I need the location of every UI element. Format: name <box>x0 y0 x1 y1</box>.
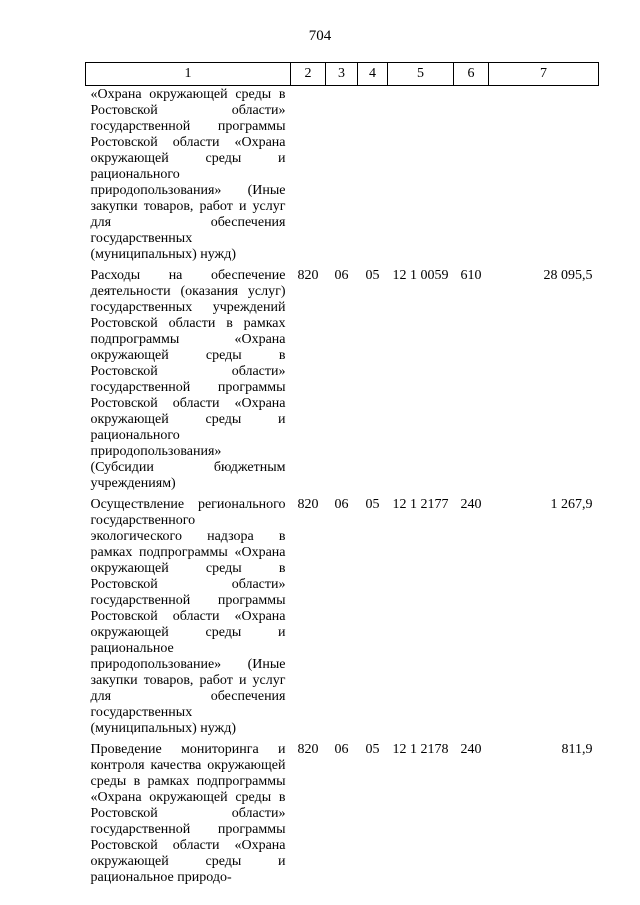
table-row <box>86 497 599 742</box>
ministry-code: 820 <box>297 742 319 757</box>
column-header: 3 <box>326 63 358 86</box>
amount: 811,9 <box>561 742 593 757</box>
section-code: 06 <box>334 742 349 757</box>
table-row <box>86 268 599 497</box>
subsection-code <box>358 86 388 269</box>
expense-type-code: 240 <box>460 497 482 512</box>
section-code: 06 <box>334 268 349 283</box>
row-description: Проведение мониторинга и контроля качества окружающей среды в рамках подпрограммы «Охрана окружающей среды в Ростовской области» государственной программы Ростовской области «Охрана окружающей среды и рациональное природо- <box>90 742 286 885</box>
budget-table <box>85 62 599 891</box>
column-header: 5 <box>388 63 454 86</box>
subsection-code: 05 <box>365 268 380 283</box>
column-header: 4 <box>358 63 388 86</box>
section-code: 06 <box>334 497 349 512</box>
column-header: 1 <box>86 63 291 86</box>
column-header: 7 <box>489 63 599 86</box>
subsection-code: 05 <box>365 497 380 512</box>
row-description: Расходы на обеспечение деятельности (оказания услуг) государственных учреждений Ростовской области в рамках подпрограммы «Охрана окружающей среды в Ростовской области» государственной программы Ростовской области «Охрана окружающей среды и рационального природопользования» (Субсидии бюджетным учреждениям) <box>90 268 286 491</box>
amount: 1 267,9 <box>550 497 593 512</box>
subsection-code: 05 <box>365 742 380 757</box>
expense-type-code: 610 <box>460 268 482 283</box>
target-article-code: 12 1 2177 <box>392 497 449 512</box>
ministry-code <box>291 86 326 269</box>
expense-type-code <box>454 86 489 269</box>
target-article-code: 12 1 2178 <box>392 742 449 757</box>
ministry-code: 820 <box>297 268 319 283</box>
table-header-row <box>86 63 599 86</box>
section-code <box>326 86 358 269</box>
row-description: «Охрана окружающей среды в Ростовской области» государственной программы Ростовской области «Охрана окружающей среды и рационального природопользования» (Иные закупки товаров, работ и услуг для обеспечения государственных (муниципальных) нужд) <box>90 87 286 262</box>
target-article-code: 12 1 0059 <box>392 268 449 283</box>
column-header: 6 <box>454 63 489 86</box>
table-row <box>86 742 599 891</box>
column-header: 2 <box>291 63 326 86</box>
row-description: Осуществление регионального государственного экологического надзора в рамках подпрограммы «Охрана окружающей среды в Ростовской области» государственной программы Ростовской области «Охрана окружающей среды и рациональное природопользование» (Иные закупки товаров, работ и услуг для обеспечения государственных (муниципальных) нужд) <box>90 497 286 736</box>
ministry-code: 820 <box>297 497 319 512</box>
amount <box>489 86 599 269</box>
expense-type-code: 240 <box>460 742 482 757</box>
target-article-code <box>388 86 454 269</box>
page-number: 704 <box>308 28 332 44</box>
table-row <box>86 86 599 269</box>
amount: 28 095,5 <box>543 268 593 283</box>
